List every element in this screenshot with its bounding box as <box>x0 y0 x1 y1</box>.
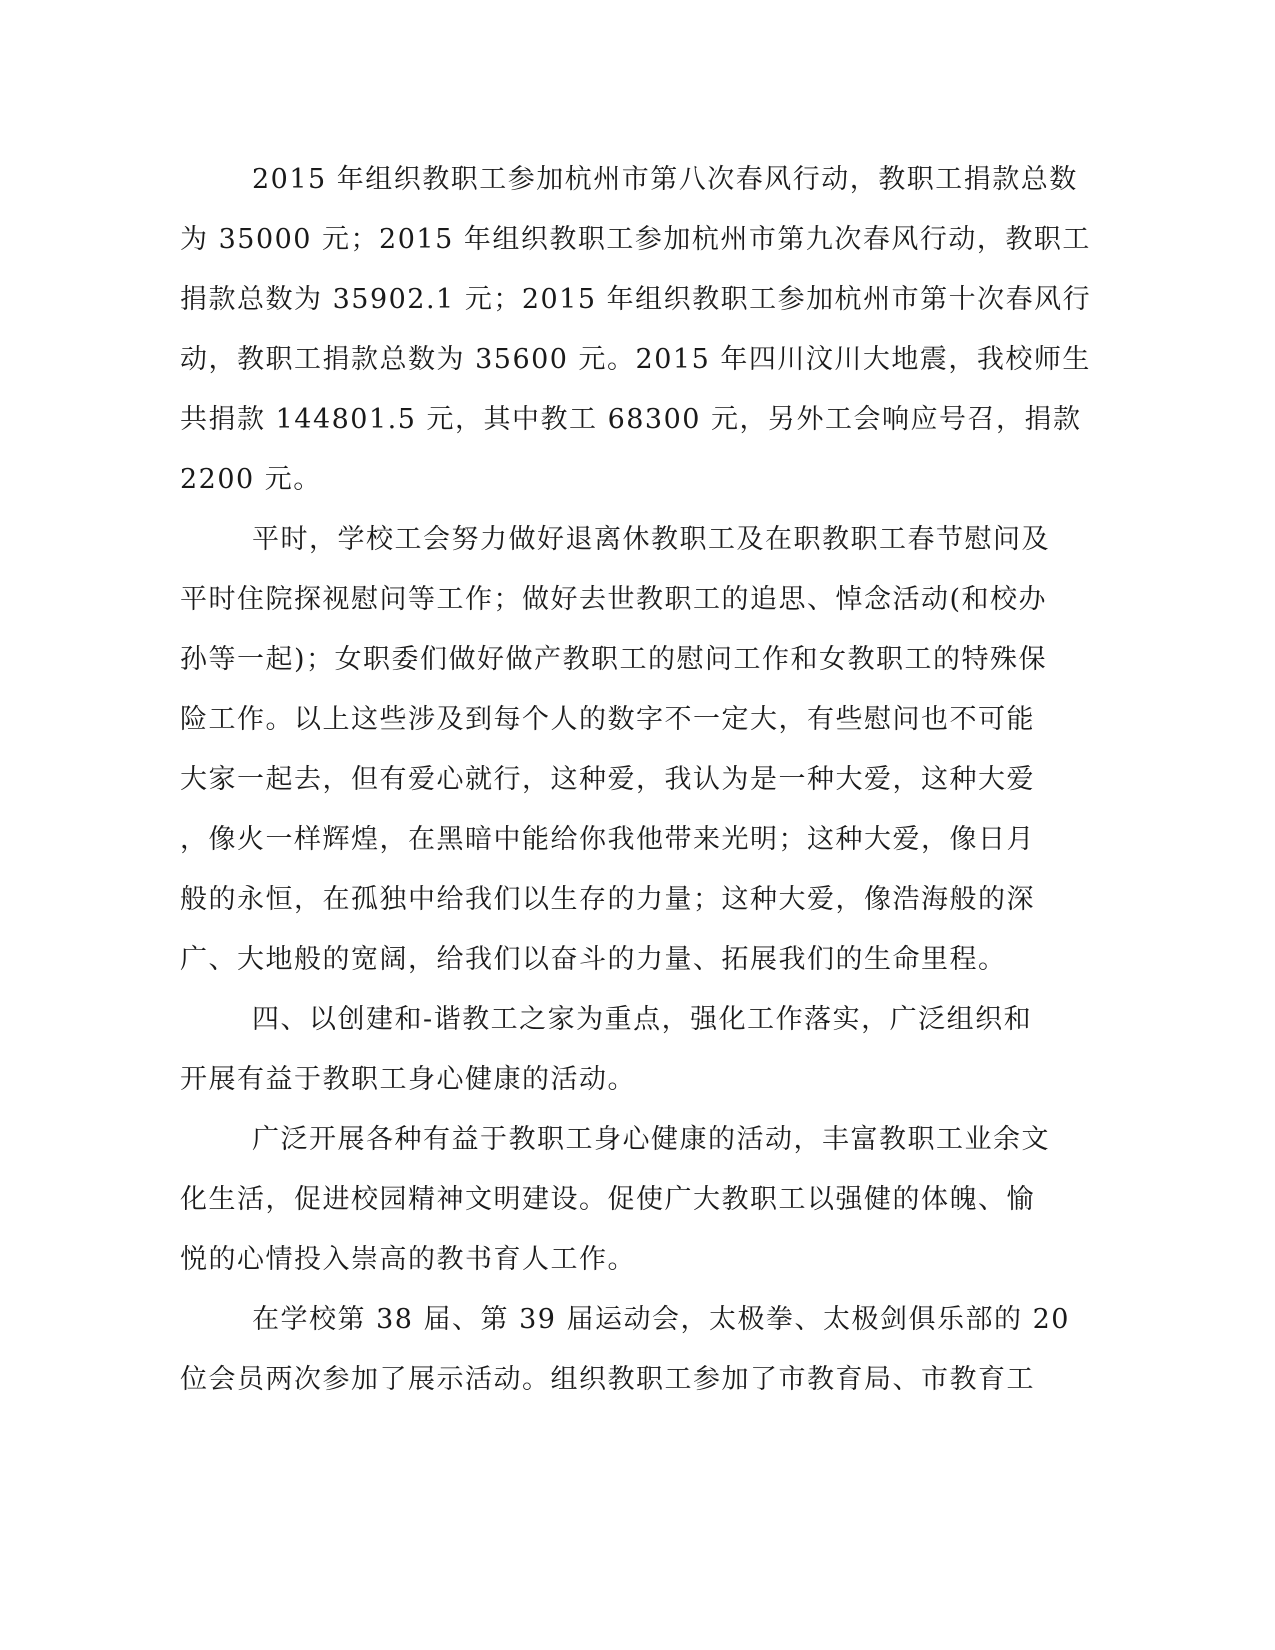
paragraph-line: 险工作。以上这些涉及到每个人的数字不一定大，有些慰问也不可能 <box>180 704 1035 735</box>
paragraph-line: 平时住院探视慰问等工作；做好去世教职工的追思、悼念活动(和校办 <box>180 584 1048 615</box>
paragraph-line: 捐款总数为 35902.1 元；2015 年组织教职工参加杭州市第十次春风行 <box>180 284 1092 315</box>
paragraph-line: 悦的心情投入崇高的教书育人工作。 <box>180 1244 636 1275</box>
paragraph-line: 般的永恒，在孤独中给我们以生存的力量；这种大爱，像浩海般的深 <box>180 884 1035 915</box>
paragraph-line: 在学校第 38 届、第 39 届运动会，太极拳、太极剑俱乐部的 20 <box>252 1304 1070 1335</box>
paragraph-line: 平时，学校工会努力做好退离休教职工及在职教职工春节慰问及 <box>252 524 1050 555</box>
paragraph-line: 广泛开展各种有益于教职工身心健康的活动，丰富教职工业余文 <box>252 1124 1050 1155</box>
paragraph-line: 位会员两次参加了展示活动。组织教职工参加了市教育局、市教育工 <box>180 1364 1035 1395</box>
section-heading-line: 四、以创建和-谐教工之家为重点，强化工作落实，广泛组织和 <box>252 1004 1033 1035</box>
paragraph-line: 2200 元。 <box>180 464 322 495</box>
paragraph-line: 孙等一起)；女职委们做好做产教职工的慰问工作和女教职工的特殊保 <box>180 644 1048 675</box>
paragraph-line: 大家一起去，但有爱心就行，这种爱，我认为是一种大爱，这种大爱 <box>180 764 1035 795</box>
paragraph-line: 动，教职工捐款总数为 35600 元。2015 年四川汶川大地震，我校师生 <box>180 344 1091 375</box>
paragraph-line: 2015 年组织教职工参加杭州市第八次春风行动，教职工捐款总数 <box>252 164 1078 195</box>
document-body <box>180 150 1092 1410</box>
paragraph-line: 广、大地般的宽阔，给我们以奋斗的力量、拓展我们的生命里程。 <box>180 944 1007 975</box>
section-heading-line: 开展有益于教职工身心健康的活动。 <box>180 1064 636 1095</box>
paragraph-line: ，像火一样辉煌，在黑暗中能给你我他带来光明；这种大爱，像日月 <box>180 824 1035 855</box>
paragraph-line: 化生活，促进校园精神文明建设。促使广大教职工以强健的体魄、愉 <box>180 1184 1035 1215</box>
paragraph-line: 共捐款 144801.5 元，其中教工 68300 元，另外工会响应号召，捐款 <box>180 404 1082 435</box>
paragraph-line: 为 35000 元；2015 年组织教职工参加杭州市第九次春风行动，教职工 <box>180 224 1091 255</box>
